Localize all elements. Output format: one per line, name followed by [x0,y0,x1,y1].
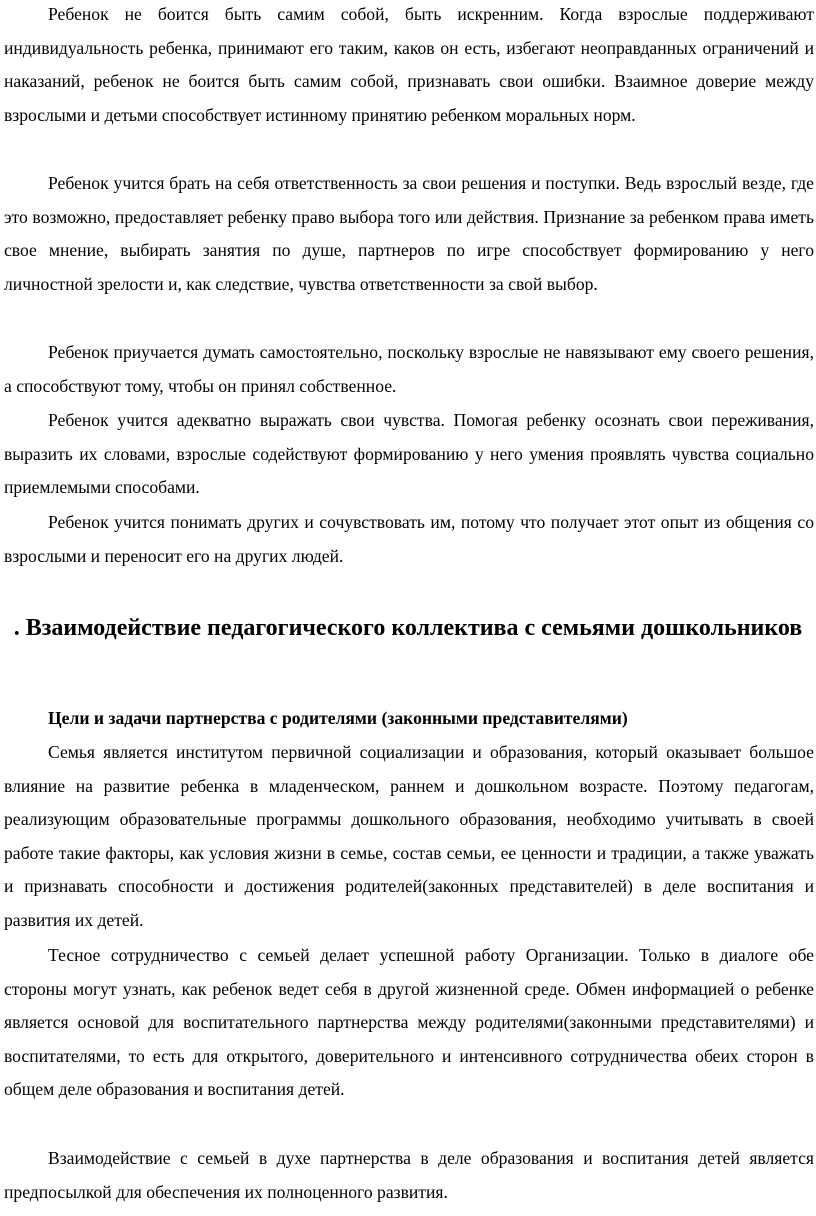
section-heading: . Взаимодействие педагогического коллектива с семьями дошкольников [13,615,803,641]
paragraph-expressing-feelings: Ребенок учится адекватно выражать свои чувства. Помогая ребенку осознать свои переживания, выразить их словами, взрослые содействуют формированию у него умения проявлять чувства социально приемлемыми способами. [4,410,814,497]
paragraph-responsibility: Ребенок учится брать на себя ответственность за свои решения и поступки. Ведь взрослый везде, где это возможно, предоставляет ребенку право выбора того или действия. Признание за ребенком права иметь свое мнение, выбирать занятия по душе, партнеров по игре способствует формированию у него личностной зрелости и, как следствие, чувства ответственности за свой выбор. [4,173,814,294]
paragraph-sincerity: Ребенок не боится быть самим собой, быть искренним. Когда взрослые поддерживают индивидуальность ребенка, принимают его таким, каков он есть, избегают неоправданных ограничений и наказаний, ребенок не боится быть самим собой, признавать свои ошибки. Взаимное доверие между взрослыми и детьми способствует истинному принятию ребенком моральных норм. [4,4,814,125]
paragraph-cooperation: Тесное сотрудничество с семьей делает успешной работу Организации. Только в диалоге обе стороны могут узнать, как ребенок ведет себя в другой жизненной среде. Обмен информацией о ребенке является основой для воспитательного партнерства между родителями(законными представителями) и воспитателями, то есть для открытого, доверительного и интенсивного сотрудничества обеих сторон в общем деле образования и воспитания детей. [4,945,814,1099]
subheading-goals: Цели и задачи партнерства с родителями (законными представителями) [48,708,628,728]
paragraph-independent-thinking: Ребенок приучается думать самостоятельно, поскольку взрослые не навязывают ему своего решения, а способствуют тому, чтобы он принял собственное. [4,342,814,396]
paragraph-family-institution: Семья является институтом первичной социализации и образования, который оказывает большое влияние на развитие ребенка в младенческом, раннем и дошкольном возрасте. Поэтому педагогам, реализующим образовательные программы дошкольного образования, необходимо учитывать в своей работе такие факторы, как условия жизни в семье, состав семьи, ее ценности и традиции, а также уважать и признавать способности и достижения родителей(законных представителей) в деле воспитания и развития их детей. [4,742,814,930]
paragraph-empathy: Ребенок учится понимать других и сочувствовать им, потому что получает этот опыт из общения со взрослыми и переносит его на других людей. [4,512,814,566]
paragraph-partnership: Взаимодействие с семьей в духе партнерства в деле образования и воспитания детей является предпосылкой для обеспечения их полноценного развития. [4,1148,814,1202]
